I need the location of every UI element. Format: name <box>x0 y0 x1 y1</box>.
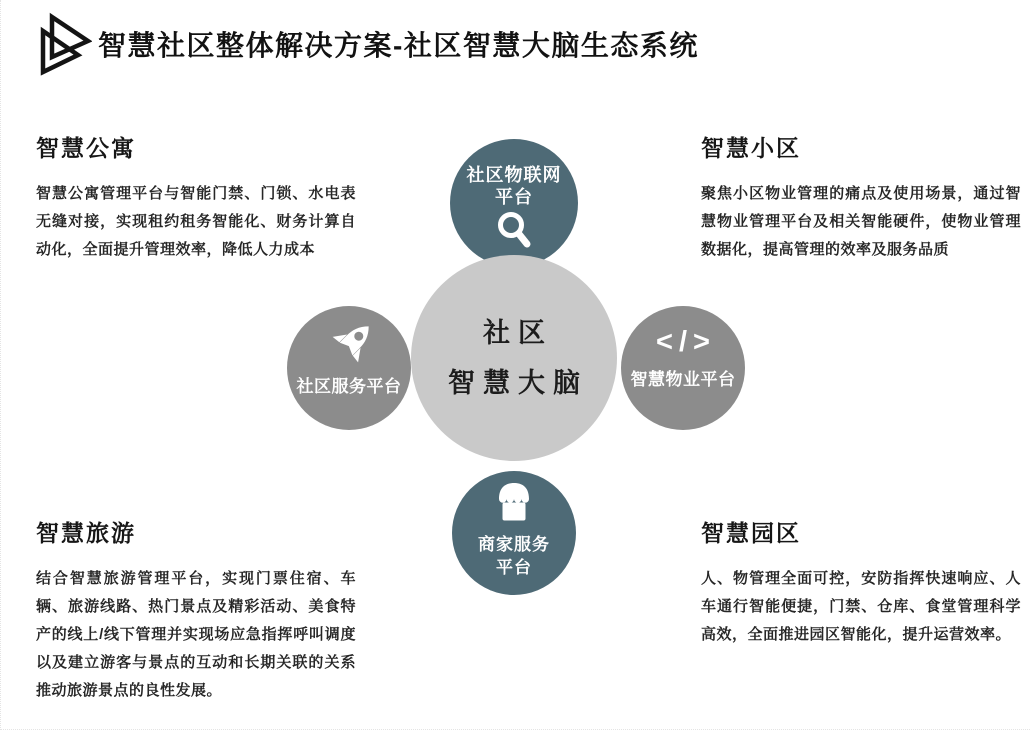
node-label: 智慧物业平台 <box>630 370 736 389</box>
section-title: 智慧公寓 <box>36 135 136 161</box>
node-label: 商家服务 <box>478 535 550 554</box>
node-property-platform <box>621 306 745 430</box>
node-label: 社区物联网 <box>466 165 562 185</box>
header <box>34 12 699 76</box>
section-smart-apartment <box>36 130 356 264</box>
section-body: 结合智慧旅游管理平台，实现门票住宿、车辆、旅游线路、热门景点及精彩活动、美食特产的线上/线下管理并实现场应急指挥呼叫调度以及建立游客与景点的互动和长期关联的关系推动旅游景点的良性发展。 <box>36 570 356 699</box>
node-merchant-platform <box>452 471 576 595</box>
section-body: 聚焦小区物业管理的痛点及使用场景，通过智慧物业管理平台及相关智能硬件，使物业管理数据化，提高管理的效率及服务品质 <box>701 185 1021 258</box>
search-icon <box>495 211 533 256</box>
code-icon: </> <box>656 326 716 358</box>
section-title: 智慧小区 <box>701 135 801 161</box>
section-smart-tourism <box>36 515 356 705</box>
section-smart-park <box>701 515 1021 649</box>
node-label: 社区服务平台 <box>296 377 402 396</box>
hub-label: 社区 <box>483 318 553 348</box>
node-community-brain <box>411 255 617 461</box>
section-body: 智慧公寓管理平台与智能门禁、门锁、水电表无缝对接，实现租约租务智能化、财务计算自动化，全面提升管理效率，降低人力成本 <box>36 185 356 258</box>
rocket-icon <box>316 309 385 378</box>
page-title: 智慧社区整体解决方案-社区智慧大脑生态系统 <box>98 30 699 61</box>
section-title: 智慧旅游 <box>36 520 136 546</box>
node-label: 平台 <box>496 558 532 577</box>
store-icon <box>492 482 536 529</box>
section-body: 人、物管理全面可控，安防指挥快速响应、人车通行智能便捷，门禁、仓库、食堂管理科学高效，全面推进园区智能化，提升运营效率。 <box>701 570 1021 643</box>
node-service-platform <box>287 306 411 430</box>
node-iot-platform <box>450 139 578 267</box>
logo-triangles-icon <box>34 12 92 76</box>
hub-label: 智慧大脑 <box>448 368 588 398</box>
section-smart-community <box>701 130 1021 264</box>
node-label: 平台 <box>495 187 533 207</box>
section-title: 智慧园区 <box>701 520 801 546</box>
